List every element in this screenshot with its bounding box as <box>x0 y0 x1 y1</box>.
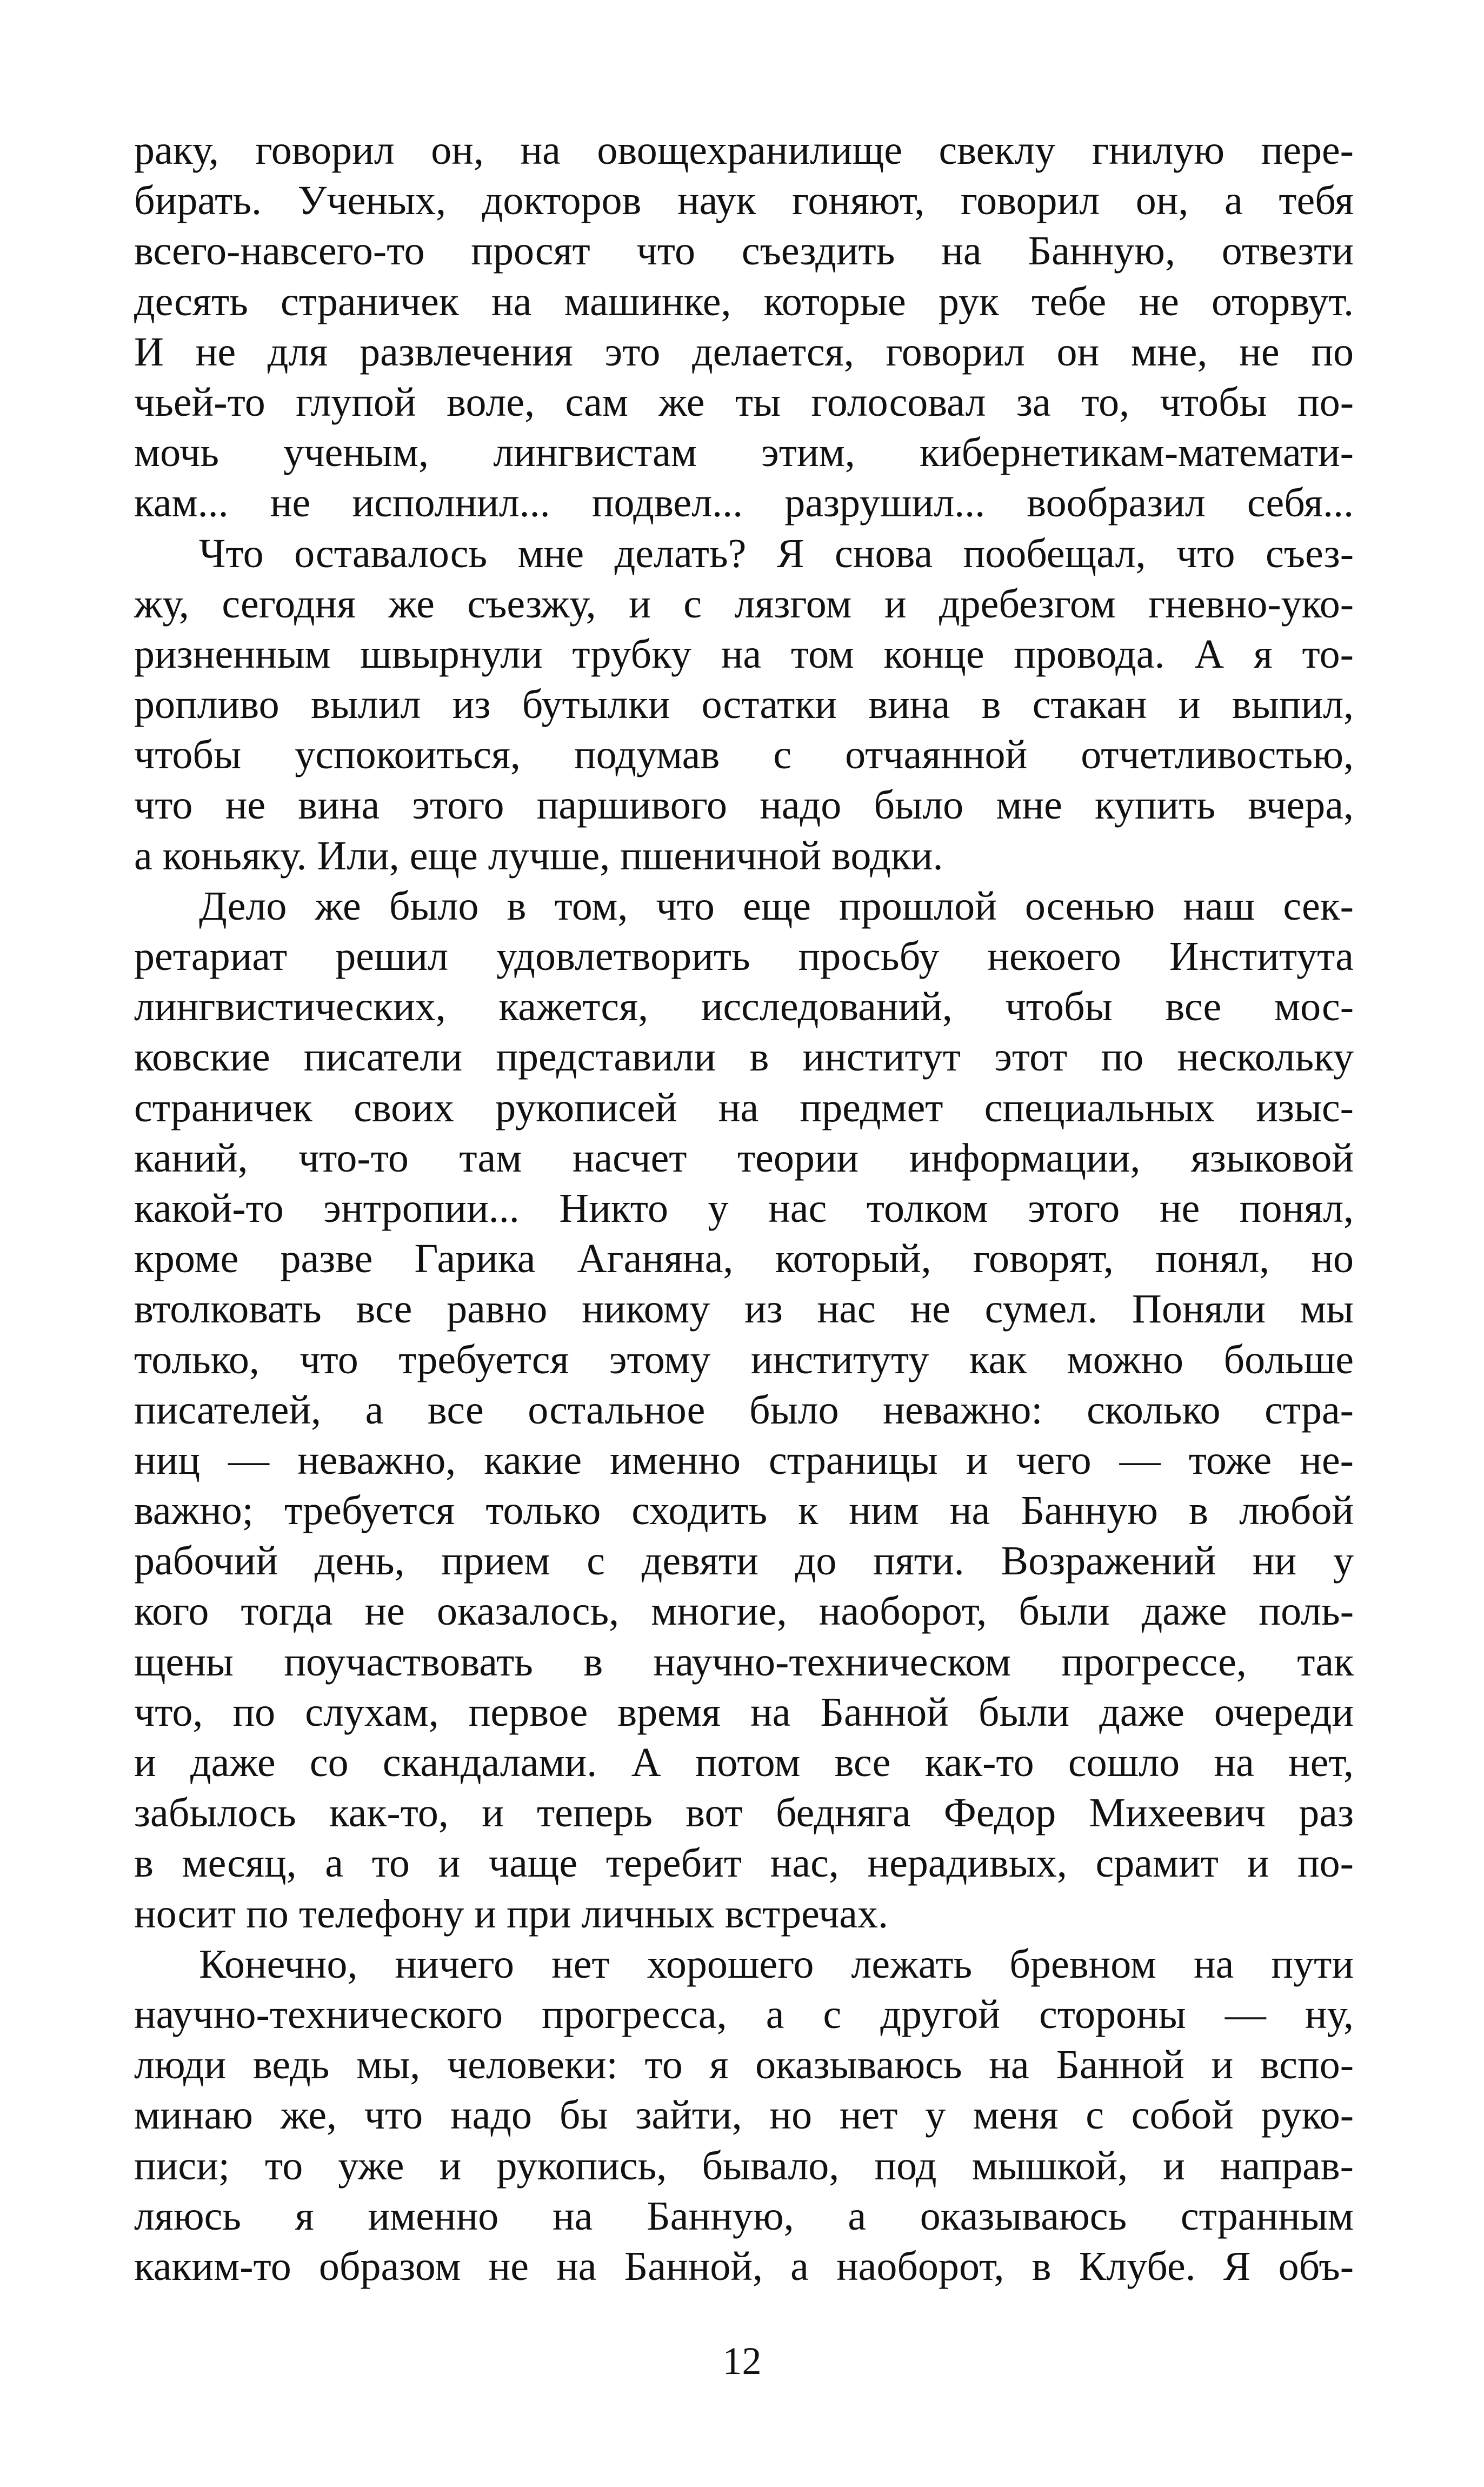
text-line: десять страничек на машинке, которые рук тебе не оторвут. <box>134 278 1354 324</box>
text-line: бирать. Ученых, докторов наук гоняют, говорил он, а тебя <box>134 178 1354 224</box>
text-line: чтобы успокоиться, подумав с отчаянной отчетливостью, <box>134 732 1354 778</box>
text-line: забылось как-то, и теперь вот бедняга Федор Михеевич раз <box>134 1790 1354 1836</box>
text-line: Что оставалось мне делать? Я снова пообещал, что съез- <box>199 530 1354 576</box>
text-line: Конечно, ничего нет хорошего лежать бревном на пути <box>199 1941 1354 1987</box>
text-line: и даже со скандалами. А потом все как-то сошло на нет, <box>134 1740 1354 1785</box>
text-line: всего-навсего-то просят что съездить на Банную, отвезти <box>134 228 1354 274</box>
text-line: втолковать все равно никому из нас не сумел. Поняли мы <box>134 1286 1354 1332</box>
body-text <box>134 125 1354 2292</box>
text-line: важно; требуется только сходить к ним на Банную в любой <box>134 1488 1354 1534</box>
text-line: какой-то энтропии... Никто у нас толком этого не понял, <box>134 1185 1354 1231</box>
text-line: что не вина этого паршивого надо было мне купить вчера, <box>134 782 1354 828</box>
text-line: лингвистических, кажется, исследований, чтобы все мос- <box>134 984 1354 1030</box>
text-line: только, что требуется этому институту как можно больше <box>134 1336 1354 1382</box>
text-line: чьей-то глупой воле, сам же ты голосовал за то, чтобы по- <box>134 379 1354 425</box>
text-line: носит по телефону и при личных встречах. <box>134 1891 888 1937</box>
text-line: ретариат решил удовлетворить просьбу некоего Института <box>134 934 1354 979</box>
text-line: ризненным швырнули трубку на том конце провода. А я то- <box>134 631 1354 677</box>
text-line: каний, что-то там насчет теории информации, языковой <box>134 1135 1354 1181</box>
text-line: ковские писатели представили в институт этот по нескольку <box>134 1034 1354 1080</box>
text-line: страничек своих рукописей на предмет специальных изыс- <box>134 1085 1354 1131</box>
text-line: кого тогда не оказалось, многие, наоборот, были даже поль- <box>134 1588 1354 1634</box>
text-line: писателей, а все остальное было неважно: сколько стра- <box>134 1387 1354 1433</box>
text-line: каким-то образом не на Банной, а наоборот, в Клубе. Я объ- <box>134 2243 1354 2289</box>
text-line: мочь ученым, лингвистам этим, кибернетикам-математи- <box>134 430 1354 476</box>
text-line: в месяц, а то и чаще теребит нас, нерадивых, срамит и по- <box>134 1840 1354 1886</box>
text-line: ляюсь я именно на Банную, а оказываюсь странным <box>134 2193 1354 2239</box>
text-line: научно-технического прогресса, а с другой стороны — ну, <box>134 1991 1354 2037</box>
text-line: кроме разве Гарика Аганяна, который, говорят, понял, но <box>134 1236 1354 1282</box>
text-line: минаю же, что надо бы зайти, но нет у меня с собой руко- <box>134 2092 1354 2138</box>
text-line: кам... не исполнил... подвел... разрушил... вообразил себя... <box>134 480 1354 526</box>
text-line: Дело же было в том, что еще прошлой осенью наш сек- <box>199 883 1354 929</box>
text-line: щены поучаствовать в научно-техническом прогрессе, так <box>134 1639 1354 1685</box>
text-line: а коньяку. Или, еще лучше, пшеничной водки. <box>134 833 943 879</box>
text-line: люди ведь мы, человеки: то я оказываюсь на Банной и вспо- <box>134 2042 1354 2088</box>
page-number: 12 <box>722 2339 762 2383</box>
text-line: писи; то уже и рукопись, бывало, под мышкой, и направ- <box>134 2143 1354 2189</box>
text-line: И не для развлечения это делается, говорил он мне, не по <box>134 329 1354 375</box>
text-line: ропливо вылил из бутылки остатки вина в стакан и выпил, <box>134 682 1354 728</box>
text-line: рабочий день, прием с девяти до пяти. Возражений ни у <box>134 1538 1354 1584</box>
text-line: жу, сегодня же съезжу, и с лязгом и дребезгом гневно-уко- <box>134 581 1354 627</box>
text-line: что, по слухам, первое время на Банной были даже очереди <box>134 1689 1354 1735</box>
text-line: раку, говорил он, на овощехранилище свеклу гнилую пере- <box>134 128 1354 173</box>
text-line: ниц — неважно, какие именно страницы и чего — тоже не- <box>134 1437 1354 1483</box>
